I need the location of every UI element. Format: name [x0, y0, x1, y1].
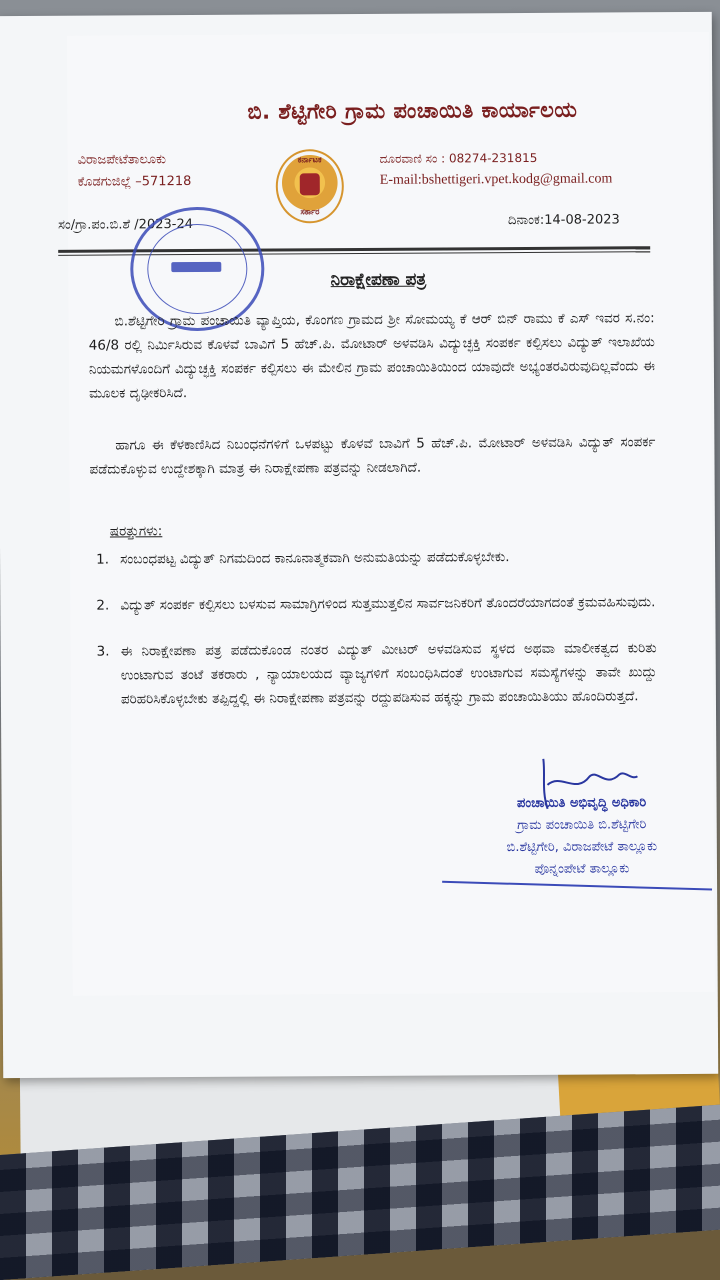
- taluk-line: ವಿರಾಜಪೇಟೆತಾಲೂಕು: [77, 152, 167, 168]
- karnataka-emblem-icon: [276, 149, 344, 223]
- seal-center-mark: [171, 262, 221, 272]
- condition-item: [90, 590, 656, 617]
- condition-text: ಸಂಬಂಧಪಟ್ಟ ವಿದ್ಯುತ್ ನಿಗಮದಿಂದ ಕಾನೂನಾತ್ಮಕವಾಗಿ ಅನುಮತಿಯನ್ನು ಪಡೆದುಕೊಳ್ಳಬೇಕು.: [120, 549, 510, 568]
- email-line: E-mail:bshettigeri.vpet.kodg@gmail.com: [379, 171, 613, 188]
- signatory-office: ಗ್ರಾಮ ಪಂಚಾಯಿತಿ ಬಿ.ಶೆಟ್ಟಿಗೇರಿ: [516, 817, 647, 834]
- condition-text: ವಿದ್ಯುತ್ ಸಂಪರ್ಕ ಕಲ್ಪಿಸಲು ಬಳಸುವ ಸಾಮಾಗ್ರಿಗಳಿಂದ ಸುತ್ತಮುತ್ತಲಿನ ಸಾರ್ವಜನಿಕರಿಗೆ ತೊಂದರೆಯಾಗದಂತೆ ಕ್ರಮವಹಿಸುವುದು.: [120, 594, 656, 614]
- condition-number: 2.: [96, 597, 110, 614]
- document-date: ದಿನಾಂಕ:14-08-2023: [507, 212, 620, 229]
- reference-number: ಸಂ/ಗ್ರಾ.ಪಂ.ಬಿ.ಶೆ /2023-24: [57, 216, 194, 233]
- emblem-core-icon: [300, 173, 320, 195]
- body-paragraph-2: ಹಾಗೂ ಈ ಕೆಳಕಾಣಿಸಿದ ನಿಬಂಧನೆಗಳಿಗೆ ಒಳಪಟ್ಟು ಕೊಳವೆ ಬಾವಿಗೆ 5 ಹೆಚ್.ಪಿ. ಮೋಟಾರ್ ಅಳವಡಿಸಿ ವಿದ್ಯುತ್ ಸಂಪರ್ಕ ಪಡೆದುಕೊಳ್ಳುವ ಉದ್ದೇಶಕ್ಕಾಗಿ ಮಾತ್ರ ಈ ನಿರಾಕ್ಷೇಪಣಾ ಪತ್ರವನ್ನು ನೀಡಲಾಗಿದೆ.: [89, 434, 656, 478]
- conditions-heading: ಷರತ್ತುಗಳು:: [109, 523, 163, 540]
- condition-number: 3.: [96, 643, 110, 660]
- document-title: ನಿರಾಕ್ಷೇಪಣಾ ಪತ್ರ: [330, 269, 427, 291]
- emblem-bottom-text: ಸರ್ಕಾರ: [300, 207, 320, 217]
- condition-text: ಈ ನಿರಾಕ್ಷೇಪಣಾ ಪತ್ರ ಪಡೆದುಕೊಂಡ ನಂತರ ವಿದ್ಯುತ್ ಮೀಟರ್ ಅಳವಡಿಸುವ ಸ್ಥಳದ ಅಥವಾ ಮಾಲೀಕತ್ವದ ಕುರಿತು ಉಂಟಾಗುವ ತಂಟೆ ತಕರಾರು , ನ್ಯಾಯಾಲಯದ ವ್ಯಾಜ್ಯಗಳಿಗೆ ಸಂಬಂಧಿಸಿದಂತೆ ಉಂಟಾಗುವ ಸಮಸ್ಯೆಗಳನ್ನು ತಾವೇ ಖುದ್ದು ಪರಿಹರಿಸಿಕೊಳ್ಳಬೇಕು ತಪ್ಪಿದ್ದಲ್ಲಿ ಈ ನಿರಾಕ್ಷೇಪಣಾ ಪತ್ರವನ್ನು ರದ್ದುಪಡಿಸುವ ಹಕ್ಕನ್ನು ಗ್ರಾಮ ಪಂಚಾಯಿತಿಯು ಹೊಂದಿರುತ್ತದೆ.: [120, 640, 657, 708]
- condition-number: 1.: [96, 551, 110, 568]
- emblem-top-text: ಕರ್ನಾಟಕ: [297, 155, 322, 165]
- body-paragraph-1: ಬಿ.ಶೆಟ್ಟಿಗೇರಿ ಗ್ರಾಮ ಪಂಚಾಯಿತಿ ವ್ಯಾಪ್ತಿಯ, ಕೊಂಗಣ ಗ್ರಾಮದ ಶ್ರೀ ಸೋಮಯ್ಯ ಕೆ ಆರ್ ಬಿನ್ ರಾಮು ಕೆ ಎಸ್ ಇವರ ಸ.ನಂ: 46/8 ರಲ್ಲಿ ನಿರ್ಮಿಸಿರುವ ಕೊಳವೆ ಬಾವಿಗೆ 5 ಹೆಚ್.ಪಿ. ಮೋಟಾರ್ ಅಳವಡಿಸಿ ವಿದ್ಯುಚ್ಛಕ್ತಿ ಸಂಪರ್ಕ ಕಲ್ಪಿಸಲು ವಿದ್ಯುತ್ ಇಲಾಖೆಯ ನಿಯಮಗಳೊಂದಿಗೆ ವಿದ್ಯುಚ್ಛಕ್ತಿ ಸಂಪರ್ಕ ಕಲ್ಪಿಸಲು ಈ ಮೇಲಿನ ಗ್ರಾಮ ಪಂಚಾಯಿತಿಯಿಂದ ಯಾವುದೇ ಅಭ್ಯಂತರವಿರುವುದಿಲ್ಲವೆಂದು ಈ ಮೂಲಕ ದೃಢೀಕರಿಸಿದೆ.: [88, 310, 655, 402]
- noc-letter-page: [0, 12, 718, 1078]
- signatory-location: ಬಿ.ಶೆಟ್ಟಿಗೇರಿ, ವಿರಾಜಪೇಟೆ ತಾಲ್ಲೂಕು: [506, 839, 658, 856]
- office-title: ಬಿ. ಶೆಟ್ಟಿಗೇರಿ ಗ್ರಾಮ ಪಂಚಾಯಿತಿ ಕಾರ್ಯಾಲಯ: [247, 97, 578, 124]
- signatory-designation: ಪಂಚಾಯಿತಿ ಅಭಿವೃದ್ಧಿ ಅಧಿಕಾರಿ: [516, 795, 647, 812]
- district-pincode-line: ಕೊಡಗುಜಿಲ್ಲೆ –571218: [77, 174, 192, 190]
- condition-item: [90, 544, 656, 571]
- phone-line: ದೂರವಾಣಿ ಸಂ : 08274-231815: [379, 150, 538, 166]
- office-contact-right: [380, 146, 613, 191]
- condition-item: [91, 636, 657, 711]
- signatory-block: [462, 792, 703, 881]
- signatory-taluk: ಪೊನ್ನಂಪೇಟೆ ತಾಲ್ಲೂಕು: [534, 861, 630, 877]
- office-address-left: [78, 149, 192, 194]
